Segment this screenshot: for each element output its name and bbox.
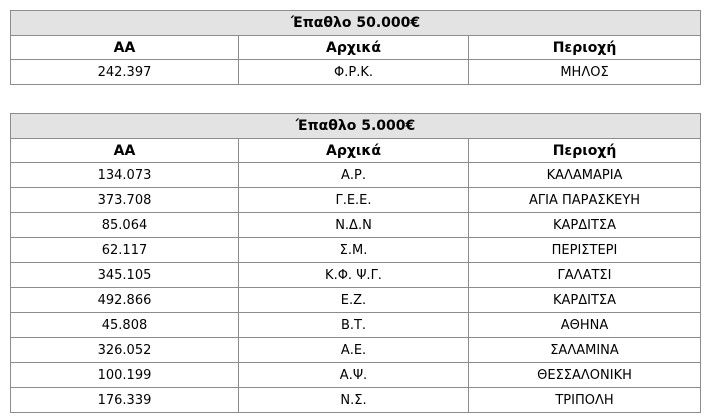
column-header-region: Περιοχή — [469, 139, 701, 163]
column-header-region: Περιοχή — [469, 36, 701, 60]
cell-initials: Β.Τ. — [239, 313, 469, 338]
cell-region: ΤΡΙΠΟΛΗ — [469, 388, 701, 413]
cell-initials: Κ.Φ. Ψ.Γ. — [239, 263, 469, 288]
cell-aa: 176.339 — [11, 388, 239, 413]
cell-aa: 134.073 — [11, 163, 239, 188]
cell-region: ΑΘΗΝΑ — [469, 313, 701, 338]
column-header-aa: ΑΑ — [11, 139, 239, 163]
cell-aa: 242.397 — [11, 60, 239, 85]
table-row — [11, 313, 701, 338]
column-header-initials: Αρχικά — [239, 139, 469, 163]
table-row — [11, 60, 701, 85]
header-row — [11, 36, 701, 60]
cell-initials: Α.Ρ. — [239, 163, 469, 188]
cell-region: ΓΑΛΑΤΣΙ — [469, 263, 701, 288]
cell-initials: Γ.Ε.Ε. — [239, 188, 469, 213]
cell-aa: 100.199 — [11, 363, 239, 388]
table-row — [11, 188, 701, 213]
title-row — [11, 11, 701, 36]
header-row — [11, 139, 701, 163]
column-header-initials: Αρχικά — [239, 36, 469, 60]
prize-table-50000 — [10, 10, 701, 85]
cell-aa: 85.064 — [11, 213, 239, 238]
cell-initials: Ε.Ζ. — [239, 288, 469, 313]
cell-initials: Σ.Μ. — [239, 238, 469, 263]
table-row — [11, 338, 701, 363]
cell-aa: 45.808 — [11, 313, 239, 338]
table-row — [11, 213, 701, 238]
cell-aa: 492.866 — [11, 288, 239, 313]
cell-region: ΚΑΛΑΜΑΡΙΑ — [469, 163, 701, 188]
cell-aa: 373.708 — [11, 188, 239, 213]
table-row — [11, 388, 701, 413]
cell-aa: 62.117 — [11, 238, 239, 263]
cell-region: ΚΑΡΔΙΤΣΑ — [469, 288, 701, 313]
cell-region: ΠΕΡΙΣΤΕΡΙ — [469, 238, 701, 263]
cell-initials: Ν.Δ.Ν — [239, 213, 469, 238]
table-row — [11, 263, 701, 288]
table-row — [11, 288, 701, 313]
cell-initials: Α.Ψ. — [239, 363, 469, 388]
table-row — [11, 363, 701, 388]
table-row — [11, 238, 701, 263]
table-title: Έπαθλο 50.000€ — [11, 11, 701, 36]
cell-aa: 326.052 — [11, 338, 239, 363]
title-row — [11, 114, 701, 139]
table-title: Έπαθλο 5.000€ — [11, 114, 701, 139]
prize-table-5000 — [10, 113, 701, 413]
table-row — [11, 163, 701, 188]
cell-initials: Φ.Ρ.Κ. — [239, 60, 469, 85]
cell-region: ΑΓΙΑ ΠΑΡΑΣΚΕΥΗ — [469, 188, 701, 213]
cell-region: ΘΕΣΣΑΛΟΝΙΚΗ — [469, 363, 701, 388]
cell-initials: Ν.Σ. — [239, 388, 469, 413]
cell-region: ΣΑΛΑΜΙΝΑ — [469, 338, 701, 363]
cell-region: ΚΑΡΔΙΤΣΑ — [469, 213, 701, 238]
cell-initials: Α.Ε. — [239, 338, 469, 363]
cell-aa: 345.105 — [11, 263, 239, 288]
column-header-aa: ΑΑ — [11, 36, 239, 60]
cell-region: ΜΗΛΟΣ — [469, 60, 701, 85]
